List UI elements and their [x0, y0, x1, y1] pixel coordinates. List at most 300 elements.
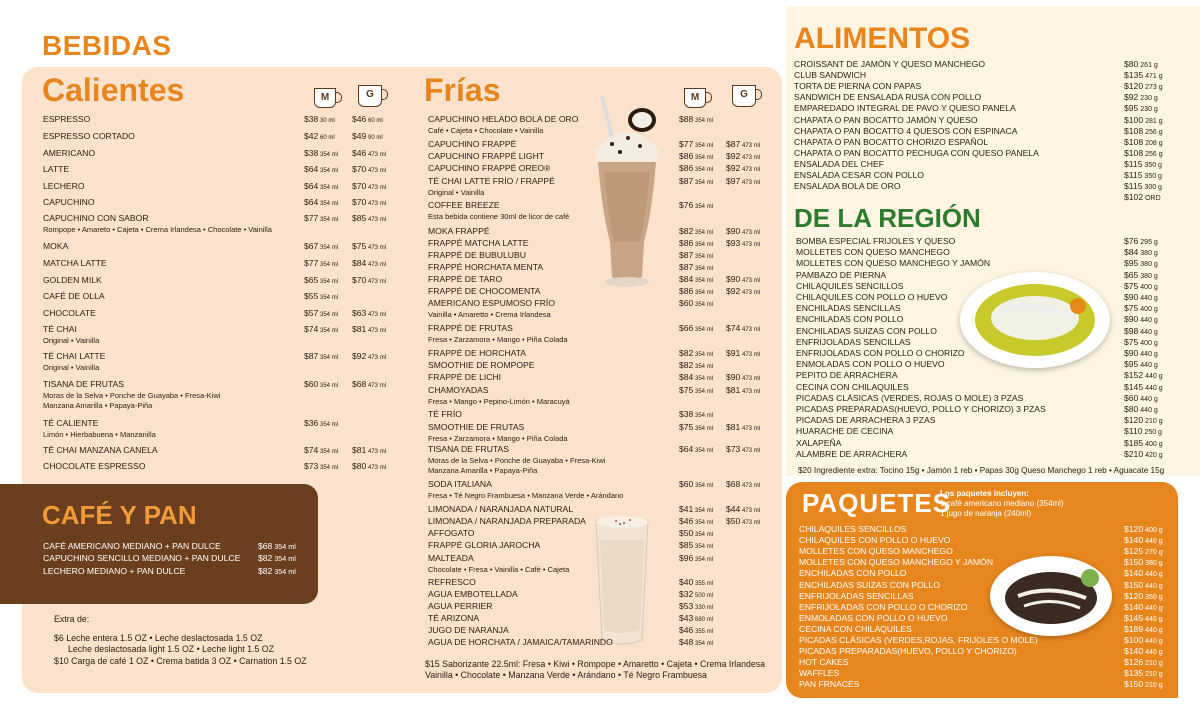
cup-large-icon: G: [732, 85, 756, 107]
calientes-price-m: [304, 148, 338, 158]
calientes-price-m-unit: 354 ml: [318, 279, 339, 285]
paquetes-price-unit: 440 g: [1143, 649, 1163, 657]
paquetes-item-name: CHILAQUILES CON POLLO O HUEVO: [799, 535, 951, 546]
calientes-price-m-amount: $77: [304, 258, 319, 268]
frias-item-desc: Esta bebida contiene 30ml de licor de café: [428, 212, 570, 221]
paquetes-price: [1124, 524, 1163, 534]
paquetes-price: [1124, 646, 1163, 656]
frias-price-g: [726, 444, 760, 454]
frias-price-m: [679, 151, 713, 161]
region-price-amount: $210: [1124, 448, 1144, 459]
frias-price-m-unit: 354 ml: [693, 327, 714, 333]
region-price: [1124, 370, 1163, 380]
bebidas-title: BEBIDAS: [42, 30, 172, 61]
region-price-unit: 440 g: [1138, 407, 1158, 414]
alimentos-price-amount: $100: [1124, 114, 1144, 125]
frias-item-desc: Fresa • Mango • Pepino-Limón • Maracuyá: [428, 397, 570, 406]
cup-large-icon: G: [358, 85, 382, 107]
alimentos-item-name: CHAPATA O PAN BOCATTO 4 QUESOS CON ESPINACA: [794, 125, 1018, 136]
frias-item-name: AFFOGATO: [428, 528, 475, 538]
frias-price-g-unit: 473 ml: [740, 290, 761, 296]
region-price-amount: $76: [1124, 236, 1139, 246]
alimentos-item-name: EMPAREDADO INTEGRAL DE PAVO Y QUESO PANELA: [794, 103, 1016, 114]
region-item-name: CECINA CON CHILAQUILES: [796, 381, 909, 392]
calientes-price-g-unit: 473 ml: [366, 185, 387, 191]
paquetes-price-unit: 350 g: [1143, 593, 1163, 601]
paquetes-item-name: ENCHILADAS SUIZAS CON POLLO: [799, 579, 940, 590]
calientes-price-m-amount: $73: [304, 461, 319, 471]
calientes-item-name: GOLDEN MILK: [43, 275, 102, 285]
frias-item-name: TÉ CHAI LATTE FRÍO / FRAPPÉ: [428, 176, 555, 186]
paquetes-price-unit: 440 g: [1143, 538, 1163, 546]
region-price-unit: 440 g: [1138, 351, 1158, 358]
cafe-pan-price: [258, 553, 296, 563]
region-price-amount: $95: [1124, 359, 1139, 370]
cafe-pan-price-unit: 354 ml: [272, 543, 296, 551]
frias-item-name: FRAPPÉ DE BUBULUBU: [428, 250, 526, 260]
frias-item-desc: Moras de la Selva • Ponche de Guayaba • Fresa-Kiwi: [428, 456, 606, 465]
frias-price-m-unit: 354 ml: [693, 448, 714, 454]
region-price-amount: $110: [1124, 426, 1143, 437]
calientes-price-g-amount: $81: [352, 324, 367, 334]
frias-price-m-unit: 354 ml: [693, 278, 714, 284]
frias-price-m-unit: 354 ml: [693, 230, 714, 236]
saborizante-line-1: $15 Saborizante 22.5ml: Fresa • Kiwi • Rompope • Amaretto • Cajeta • Crema Irlandesa: [425, 659, 766, 669]
alimentos-price: [1124, 137, 1163, 147]
calientes-item-name: TÉ CALIENTE: [43, 418, 99, 428]
calientes-price-g-unit: 473 ml: [366, 245, 387, 251]
alimentos-price-unit: 256 g: [1143, 150, 1163, 158]
frias-price-g-amount: $87: [726, 139, 741, 149]
frias-price-m-unit: 354 ml: [693, 544, 714, 550]
calientes-item-desc: Moras de la Selva • Ponche de Guayaba • Fresa-Kiwi: [43, 391, 221, 400]
paquetes-price-amount: $150: [1124, 557, 1144, 568]
calientes-item-name: TÉ CHAI: [43, 324, 77, 334]
frias-price-m-amount: $46: [679, 516, 694, 526]
calientes-price-m: [304, 461, 338, 471]
paquetes-includes-1: 1 café americano mediano (354ml): [940, 499, 1064, 508]
frias-price-g: [726, 516, 760, 526]
calientes-price-g-unit: 90 ml: [366, 135, 383, 141]
calientes-price-g: [352, 445, 386, 455]
extras-line-3: $10 Carga de café 1 OZ • Crema batida 3 OZ • Carnation 1.5 OZ: [54, 656, 307, 666]
frias-price-m-amount: $76: [679, 200, 694, 210]
frias-price-m-amount: $87: [679, 262, 694, 272]
region-item-name: CHILAQUILES SENCILLOS: [796, 280, 904, 291]
frias-price-g-unit: 473 ml: [740, 352, 761, 358]
calientes-price-g: [352, 181, 386, 191]
alimentos-price: [1124, 181, 1162, 191]
frias-price-m: [679, 360, 713, 370]
region-price-amount: $120: [1124, 415, 1144, 426]
frias-price-m: [679, 601, 713, 611]
alimentos-price-unit: 273 g: [1143, 84, 1163, 92]
paquetes-item-name: ENMOLADAS CON POLLO O HUEVO: [799, 612, 948, 623]
calientes-price-g: [352, 351, 386, 361]
frias-price-g-unit: 473 ml: [740, 230, 761, 236]
frias-price-m-amount: $75: [679, 422, 694, 432]
calientes-price-g-amount: $70: [352, 197, 367, 207]
calientes-price-m-amount: $38: [304, 148, 319, 158]
calientes-item-name: MATCHA LATTE: [43, 258, 107, 268]
enmoladas-plate-image: [990, 556, 1112, 636]
region-price: [1124, 382, 1163, 392]
frias-item-desc: Fresa • Zarzamora • Mango • Piña Colada: [428, 335, 568, 344]
calientes-item-name: CHOCOLATE: [43, 308, 96, 318]
frias-price-m: [679, 409, 713, 419]
frias-item-desc: Chocolate • Fresa • Vainilla • Café • Cajeta: [428, 565, 570, 574]
frias-price-g-unit: 473 ml: [740, 180, 761, 186]
paquetes-price-unit: 440 g: [1143, 638, 1163, 645]
calientes-price-m: [304, 164, 338, 174]
frias-price-m-unit: 354 ml: [693, 254, 714, 260]
paquetes-price-amount: $120: [1124, 590, 1144, 601]
paquetes-price-unit: 440 g: [1143, 604, 1163, 612]
frias-price-m: [679, 577, 713, 587]
frias-price-g: [726, 323, 760, 333]
region-price-unit: 420 g: [1143, 451, 1163, 459]
frias-item-name: AGUA DE HORCHATA / JAMAICA/TAMARINDO: [428, 637, 613, 647]
region-price: [1124, 270, 1158, 280]
frias-price-m-unit: 500 ml: [693, 593, 714, 599]
frias-price-m-unit: 354 ml: [693, 167, 714, 173]
paquetes-price: [1124, 580, 1163, 590]
milkshake-glass-image: [590, 510, 654, 650]
region-item-name: ENMOLADAS CON POLLO O HUEVO: [796, 359, 945, 370]
frias-title: Frías: [424, 72, 501, 108]
frias-price-g: [726, 372, 760, 382]
frias-price-m: [679, 637, 713, 647]
region-price-amount: $60: [1124, 392, 1139, 403]
region-price-unit: 210 g: [1143, 418, 1163, 426]
region-price: [1124, 426, 1162, 436]
frias-price-g: [726, 504, 760, 514]
calientes-item-name: CHOCOLATE ESPRESSO: [43, 461, 146, 471]
calientes-price-m-unit: 354 ml: [318, 449, 339, 455]
calientes-price-g: [352, 258, 386, 268]
frias-price-g-unit: 473 ml: [740, 278, 761, 284]
alimentos-price-amount: $80: [1124, 59, 1139, 69]
frias-price-m-unit: 354 ml: [693, 557, 714, 563]
frias-price-m-unit: 354 ml: [693, 302, 714, 308]
calientes-price-g: [352, 148, 386, 158]
region-price-amount: $80: [1124, 404, 1139, 414]
paquetes-item-name: CHILAQUILES SENCILLOS: [799, 524, 907, 534]
frias-item-name: CHAMOYADAS: [428, 385, 489, 395]
calientes-price-g: [352, 131, 383, 141]
region-price-unit: 440 g: [1138, 395, 1158, 403]
cafe-pan-price-unit: 354 ml: [272, 568, 296, 576]
frias-item-name: MOKA FRAPPÉ: [428, 226, 490, 236]
calientes-item-name: LECHERO: [43, 181, 85, 191]
frias-item-name: SODA ITALIANA: [428, 479, 492, 489]
cafe-pan-price-amount: $82: [258, 566, 273, 576]
paquetes-price: [1124, 679, 1163, 689]
paquetes-price-unit: 440 g: [1143, 571, 1163, 579]
frias-price-g-amount: $92: [726, 286, 741, 296]
frias-item-name: FRAPPÉ HORCHATA MENTA: [428, 262, 544, 272]
calientes-price-g: [352, 164, 386, 174]
calientes-price-g-amount: $80: [352, 461, 367, 471]
frias-price-m-amount: $84: [679, 274, 694, 284]
calientes-price-g-amount: $85: [352, 213, 367, 223]
paquetes-price: [1124, 613, 1163, 623]
calientes-price-g-amount: $46: [352, 114, 367, 124]
calientes-title: Calientes: [42, 72, 185, 108]
region-price-unit: 380 g: [1138, 272, 1158, 280]
frias-price-m-unit: 354 ml: [693, 143, 714, 149]
alimentos-price-unit: 350 g: [1142, 161, 1162, 169]
frias-price-m-amount: $82: [679, 226, 694, 236]
region-item-name: ENCHILADAS SENCILLAS: [796, 303, 901, 314]
calientes-price-m: [304, 291, 338, 301]
frias-item-name: TISANA DE FRUTAS: [428, 444, 510, 454]
alimentos-price: [1124, 170, 1162, 180]
calientes-item-name: AMERICANO: [43, 148, 96, 158]
calientes-item-name: CAFÉ DE OLLA: [43, 291, 105, 301]
alimentos-price-amount: $115: [1124, 181, 1143, 192]
calientes-price-m-amount: $87: [304, 351, 319, 361]
cafe-pan-title: CAFÉ Y PAN: [42, 500, 197, 530]
calientes-price-g-unit: 473 ml: [366, 262, 387, 268]
calientes-item-name: ESPRESSO CORTADO: [43, 131, 135, 141]
frias-price-m-unit: 354 ml: [693, 290, 714, 296]
calientes-item-name: TÉ CHAI LATTE: [43, 351, 106, 361]
region-item-name: ENFRIJOLADAS SENCILLAS: [796, 336, 911, 347]
calientes-item-name: MOKA: [43, 241, 69, 251]
region-price-unit: 400 g: [1138, 306, 1158, 314]
calientes-item-name: CAPUCHINO CON SABOR: [43, 213, 149, 223]
paquetes-price: [1124, 591, 1163, 601]
calientes-price-m: [304, 308, 338, 318]
frias-item-name: SMOOTHIE DE ROMPOPE: [428, 360, 535, 370]
region-price-amount: $65: [1124, 269, 1139, 280]
cup-medium-icon: M: [684, 88, 706, 108]
paquetes-item-name: MOLLETES CON QUESO MANCHEGO Y JAMÓN: [799, 557, 994, 568]
frias-price-m-amount: $85: [679, 540, 694, 550]
frias-price-m-unit: 354 ml: [693, 520, 714, 526]
frias-item-name: AMERICANO ESPUMOSO FRÍO: [428, 298, 556, 308]
region-item-name: ENCHILADAS SUIZAS CON POLLO: [796, 325, 937, 336]
alimentos-price: [1124, 59, 1158, 69]
cafe-pan-price-unit: 354 ml: [272, 555, 296, 563]
region-price: [1124, 337, 1158, 347]
calientes-price-g: [352, 308, 386, 318]
calientes-price-g-unit: 473 ml: [366, 217, 387, 223]
region-price-amount: $90: [1124, 314, 1139, 325]
paquetes-item-name: WAFFLES: [799, 668, 840, 679]
frias-price-g-amount: $74: [726, 323, 741, 333]
alimentos-price-unit: 471 g: [1143, 73, 1163, 81]
paquetes-price-unit: 440 g: [1143, 582, 1163, 590]
calientes-price-m-unit: 354 ml: [318, 185, 339, 191]
enchiladas-plate-image: [960, 272, 1110, 368]
alimentos-price-unit: 281 g: [1143, 117, 1163, 125]
calientes-price-m-amount: $67: [304, 241, 319, 251]
frias-price-g-unit: 473 ml: [740, 143, 761, 149]
calientes-price-m-unit: 354 ml: [318, 168, 339, 174]
calientes-price-g: [352, 241, 386, 251]
calientes-price-m-amount: $55: [304, 291, 319, 301]
calientes-price-g-unit: 473 ml: [366, 449, 387, 455]
calientes-price-m-unit: 30 ml: [318, 118, 335, 124]
frias-price-g: [726, 422, 760, 432]
cafe-pan-price: [258, 566, 296, 576]
frias-item-name: LIMONADA / NARANJADA PREPARADA: [428, 516, 586, 526]
frias-price-m-unit: 354 ml: [693, 641, 714, 647]
paquetes-price-unit: 210 g: [1143, 671, 1163, 679]
calientes-price-m: [304, 258, 338, 268]
region-price: [1124, 404, 1158, 414]
extras-title: Extra de:: [54, 614, 90, 624]
paquetes-includes-2: 1 jugo de naranja (240ml): [940, 509, 1032, 518]
calientes-price-m-amount: $74: [304, 324, 319, 334]
alimentos-price: [1124, 148, 1163, 158]
alimentos-price: [1124, 115, 1163, 125]
paquetes-item-name: ENFRIJOLADAS SENCILLAS: [799, 590, 914, 601]
paquetes-price: [1124, 657, 1163, 667]
region-price: [1124, 236, 1158, 246]
frias-price-g-amount: $93: [726, 238, 741, 248]
frias-price-m: [679, 372, 713, 382]
frias-item-name: CAPUCHINO HELADO BOLA DE ORO: [428, 114, 579, 124]
paquetes-price-amount: $100: [1124, 635, 1144, 645]
calientes-price-m-unit: 354 ml: [318, 312, 339, 318]
calientes-price-m-amount: $65: [304, 275, 319, 285]
alimentos-price-unit: 208 g: [1143, 139, 1163, 147]
frias-price-g-unit: 473 ml: [740, 508, 761, 514]
region-price-unit: 295 g: [1138, 239, 1158, 246]
frias-price-m-amount: $77: [679, 139, 694, 149]
frias-price-m-amount: $32: [679, 589, 694, 599]
frias-price-m: [679, 444, 713, 454]
calientes-price-g-amount: $75: [352, 241, 367, 251]
calientes-price-m: [304, 275, 338, 285]
frias-price-m: [679, 200, 713, 210]
region-price: [1124, 449, 1163, 459]
frias-price-g-unit: 473 ml: [740, 376, 761, 382]
alimentos-price-amount: $95: [1124, 103, 1139, 114]
frias-price-m-amount: $66: [679, 323, 694, 333]
calientes-price-m: [304, 418, 338, 428]
frias-price-m: [679, 553, 713, 563]
alimentos-price-amount: $92: [1124, 92, 1139, 103]
frias-price-m: [679, 479, 713, 489]
paquetes-price-amount: $140: [1124, 568, 1144, 579]
calientes-price-m-unit: 354 ml: [318, 383, 339, 389]
frias-price-m-unit: 680 ml: [693, 617, 714, 623]
calientes-price-g-amount: $92: [352, 351, 367, 361]
calientes-price-g-amount: $81: [352, 445, 367, 455]
frias-item-name: MALTEADA: [428, 553, 474, 563]
paquetes-price-amount: $140: [1124, 601, 1144, 612]
paquetes-price: [1124, 668, 1163, 678]
calientes-price-g-unit: 473 ml: [366, 355, 387, 361]
calientes-item-name: TISANA DE FRUTAS: [43, 379, 125, 389]
region-item-name: HUARACHE DE CECINA: [796, 426, 894, 437]
frias-price-g-amount: $91: [726, 348, 741, 358]
cup-medium-icon: M: [314, 88, 336, 108]
region-price: [1124, 314, 1158, 324]
frias-item-desc: Vainilla • Amaretto • Crema Irlandesa: [428, 310, 551, 319]
region-price-amount: $75: [1124, 336, 1139, 347]
calientes-price-g: [352, 379, 386, 389]
frias-item-name: FRAPPÉ DE CHOCOMENTA: [428, 286, 541, 296]
region-price: [1124, 281, 1158, 291]
paquetes-price: [1124, 557, 1163, 567]
frias-price-m-unit: 354 ml: [693, 118, 714, 124]
region-price: [1124, 292, 1158, 302]
alimentos-price-unit: 261 g: [1138, 62, 1158, 69]
alimentos-price-amount: $102: [1124, 192, 1144, 203]
calientes-price-m-unit: 354 ml: [318, 355, 339, 361]
frias-price-m-amount: $53: [679, 601, 694, 611]
extras-line-2: Leche deslactosada light 1.5 OZ • Leche light 1.5 OZ: [68, 644, 275, 654]
calientes-price-m-amount: $38: [304, 114, 319, 124]
frias-item-desc: Original • Vainilla: [428, 188, 485, 197]
frias-price-m-amount: $86: [679, 286, 694, 296]
calientes-price-m-amount: $57: [304, 308, 319, 318]
frias-price-g: [726, 139, 760, 149]
region-price-unit: 440 g: [1138, 328, 1158, 336]
calientes-price-g-unit: 473 ml: [366, 328, 387, 334]
frias-item-name: FRAPPÉ DE LICHI: [428, 372, 502, 382]
frias-item-name: TÉ FRÍO: [428, 409, 462, 419]
paquetes-price-unit: 400 g: [1143, 527, 1163, 534]
calientes-item-desc: Original • Vainilla: [43, 363, 100, 372]
paquetes-price: [1124, 546, 1163, 556]
frias-price-g: [726, 348, 760, 358]
region-item-name: PICADAS DE ARRACHERA 3 PZAS: [796, 415, 936, 426]
alimentos-price-unit: ORD: [1143, 195, 1161, 203]
cafe-pan-price: [258, 541, 296, 551]
region-price-amount: $152: [1124, 370, 1144, 381]
frias-price-m-amount: $48: [679, 637, 694, 647]
region-price-unit: 400 g: [1138, 283, 1158, 291]
region-price-amount: $84: [1124, 247, 1139, 258]
cafe-pan-price-amount: $82: [258, 553, 273, 563]
paquetes-price: [1124, 568, 1163, 578]
frias-price-m-amount: $87: [679, 176, 694, 186]
calientes-price-m-unit: 354 ml: [318, 465, 339, 471]
alimentos-item-name: ENSALADA BOLA DE ORO: [794, 181, 901, 192]
frias-price-g: [726, 163, 760, 173]
frias-price-m-amount: $41: [679, 504, 694, 514]
region-title: DE LA REGIÓN: [794, 203, 981, 233]
alimentos-price-unit: 256 g: [1143, 128, 1163, 136]
calientes-price-g-amount: $84: [352, 258, 367, 268]
frias-price-m-amount: $60: [679, 479, 694, 489]
frias-price-m-amount: $43: [679, 613, 694, 623]
frias-price-m: [679, 163, 713, 173]
alimentos-price: [1124, 70, 1163, 80]
region-price-unit: 440 g: [1138, 295, 1158, 302]
calientes-price-m-unit: 354 ml: [318, 295, 339, 301]
frias-price-m: [679, 422, 713, 432]
region-item-name: BOMBA ESPECIAL FRIJOLES Y QUESO: [796, 236, 956, 246]
frias-price-m-amount: $64: [679, 444, 694, 454]
frias-price-m-unit: 330 ml: [693, 605, 714, 611]
region-price-amount: $75: [1124, 303, 1139, 314]
frias-price-g-amount: $68: [726, 479, 741, 489]
region-price-unit: 440 g: [1143, 384, 1163, 392]
alimentos-price-unit: 300 g: [1142, 184, 1162, 192]
calientes-price-g: [352, 275, 386, 285]
frias-price-m-amount: $82: [679, 348, 694, 358]
paquetes-price-amount: $125: [1124, 546, 1144, 557]
paquetes-price-amount: $140: [1124, 646, 1144, 657]
frias-price-m-unit: 354 ml: [693, 508, 714, 514]
